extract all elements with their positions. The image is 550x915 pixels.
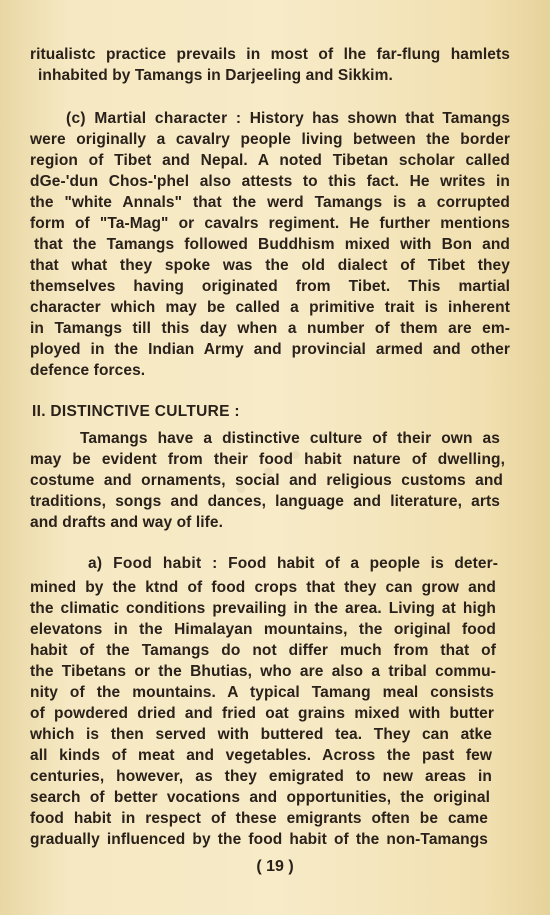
- text-line: ritualistc practice prevails in most of lhe far-flung hamlets: [30, 46, 510, 63]
- text-line: mined by the ktnd of food crops that they can grow and: [30, 579, 496, 596]
- food-habit-first-line: [88, 553, 498, 574]
- text-line: that the Tamangs followed Buddhism mixed with Bon and: [34, 236, 510, 253]
- text-line: inhabited by Tamangs in Darjeeling and Sikkim.: [38, 67, 393, 84]
- text-line: which is then served with buttered tea. They can atke: [30, 726, 492, 743]
- text-line: ployed in the Indian Army and provincial armed and other: [30, 341, 510, 358]
- text-line: defence forces.: [30, 362, 146, 379]
- text-line: and drafts and way of life.: [30, 514, 224, 531]
- text-line: Food habit of a people is deter-: [228, 555, 498, 572]
- text-line: centuries, however, as they emigrated to new areas in: [30, 768, 492, 785]
- text-line: the climatic conditions prevailing in the area. Living at high: [30, 600, 496, 617]
- text-line: costume and ornaments, social and religious customs and: [30, 472, 503, 489]
- section-c-heading: (c) Martial character :: [66, 110, 242, 127]
- text-line: of powdered dried and fried oat grains mixed with butter: [30, 705, 494, 722]
- watermark: · · · ·: [220, 410, 344, 516]
- section-ii-heading: II. DISTINCTIVE CULTURE :: [32, 403, 240, 420]
- text-line: food habit in respect of these emigrants often be came: [30, 810, 488, 827]
- text-line: all kinds of meat and vegetables. Across the past few: [30, 747, 492, 764]
- text-line: themselves having originated from Tibet. This martial: [30, 278, 510, 295]
- text-line: dGe-'dun Chos-'phel also attests to this fact. He writes in: [30, 173, 510, 190]
- text-line: History has shown that Tamangs: [249, 110, 510, 127]
- text-line: Tamangs have a distinctive culture of their own as: [80, 430, 500, 447]
- text-line: gradually influenced by the food habit of the non-Tamangs: [30, 831, 488, 848]
- text-line: elevatons in the Himalayan mountains, the original food: [30, 621, 496, 638]
- text-line: traditions, songs and dances, language and literature, arts: [30, 493, 500, 510]
- text-line: nity of the mountains. A typical Tamang meal consists: [30, 684, 494, 701]
- text-line: may be evident from their food habit nature of dwelling,: [30, 451, 505, 468]
- text-line: form of "Ta-Mag" or cavalrs regiment. He further mentions: [30, 215, 510, 232]
- text-line: in Tamangs till this day when a number of them are em-: [30, 320, 510, 337]
- text-line: region of Tibet and Nepal. A noted Tibetan scholar called: [30, 152, 510, 169]
- text-line: habit of the Tamangs do not differ much from that of: [30, 642, 496, 659]
- text-line: the "white Annals" that the werd Tamangs is a corrupted: [30, 194, 510, 211]
- text-line: that what they spoke was the old dialect of Tibet they: [30, 257, 510, 274]
- text-line: the Tibetans or the Bhutias, who are also a tribal commu-: [30, 663, 496, 680]
- text-line: search of better vocations and opportunities, the original: [30, 789, 490, 806]
- section-c-first-line: [66, 108, 510, 129]
- text-line: character which may be called a primitive trait is inherent: [30, 299, 510, 316]
- text-line: were originally a cavalry people living between the border: [30, 131, 510, 148]
- page-number: ( 19 ): [256, 858, 294, 875]
- food-habit-heading: a) Food habit :: [88, 555, 218, 572]
